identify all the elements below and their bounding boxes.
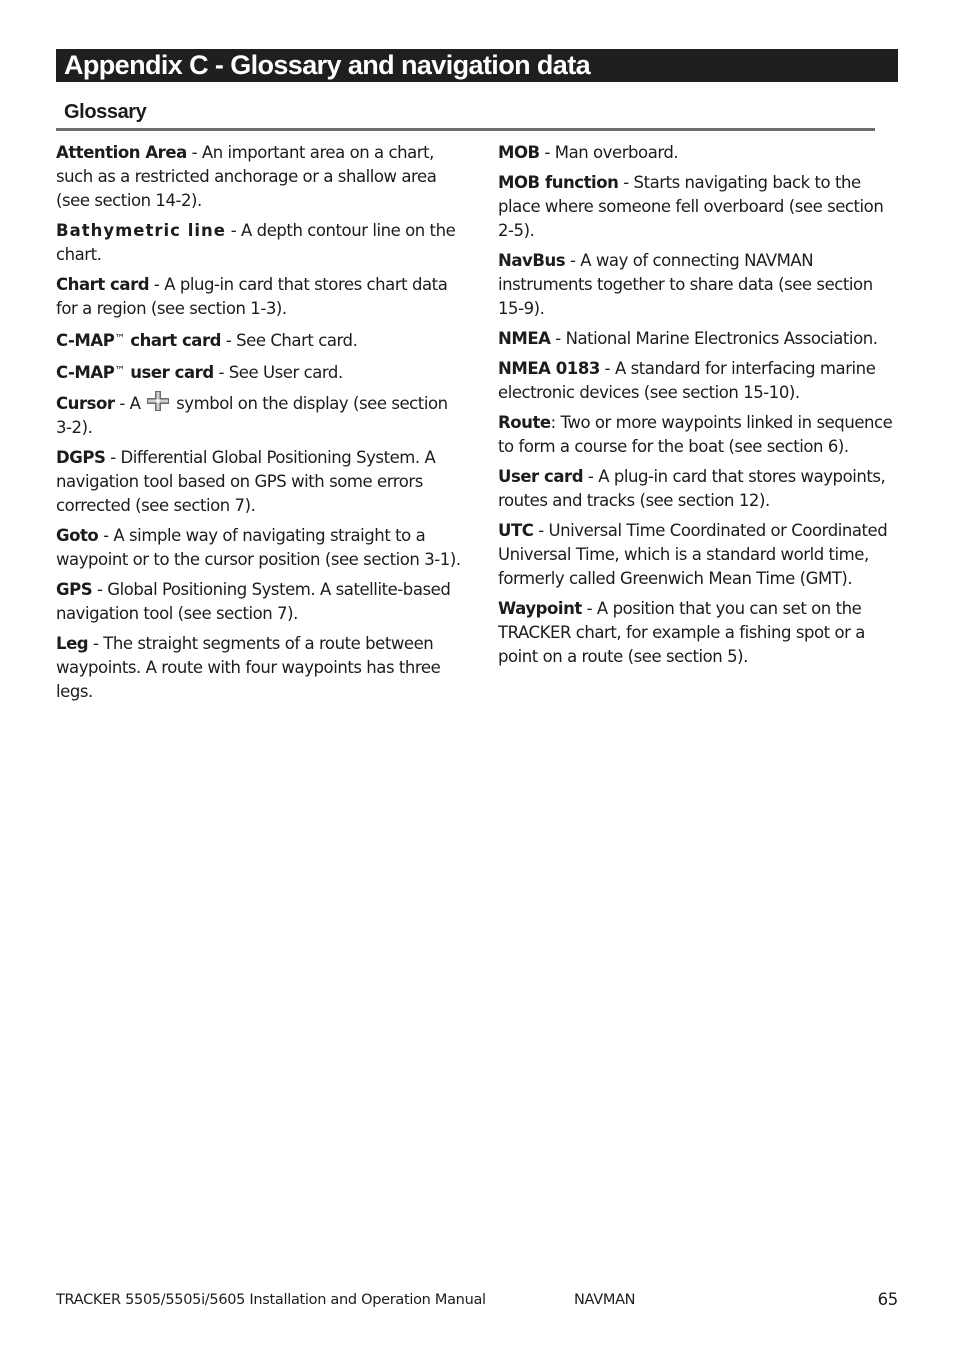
glossary-entry xyxy=(56,524,466,572)
glossary-term: UTC xyxy=(498,521,534,540)
glossary-definition: - A simple way of navigating straight to a waypoint or to the cursor position (see section 3-1). xyxy=(56,526,461,569)
glossary-term: Waypoint xyxy=(498,599,582,618)
glossary-definition: - Global Positioning System. A satellite-based navigation tool (see section 7). xyxy=(56,580,451,623)
glossary-entry xyxy=(56,446,466,518)
term-prefix: C-MAP xyxy=(56,363,115,382)
glossary-entry xyxy=(56,391,466,440)
cursor-crosshair-icon xyxy=(147,391,169,411)
glossary-definition-end: symbol on the display (see section 3-2). xyxy=(56,394,448,437)
glossary-term: MOB function xyxy=(498,173,619,192)
glossary-definition: : Two or more waypoints linked in sequence to form a course for the boat (see section 6). xyxy=(498,413,893,456)
glossary-definition: - Man overboard. xyxy=(539,143,679,162)
glossary-definition: - Universal Time Coordinated or Coordinated Universal Time, which is a standard world time, formerly called Greenwich Mean Time (GMT). xyxy=(498,521,888,588)
glossary-definition: - A standard for interfacing marine electronic devices (see section 15-10). xyxy=(498,359,876,402)
term-suffix: chart card xyxy=(124,331,222,350)
glossary-term: Chart card xyxy=(56,275,150,294)
glossary-term: Route xyxy=(498,413,551,432)
glossary-term: Attention Area xyxy=(56,143,187,162)
glossary-entry xyxy=(498,519,898,591)
glossary-definition: - An important area on a chart, such as a restricted anchorage or a shallow area (see section 14-2). xyxy=(56,143,437,210)
glossary-heading: Glossary xyxy=(64,101,147,123)
glossary-term: NMEA xyxy=(498,329,551,348)
glossary-definition: - A plug-in card that stores chart data for a region (see section 1-3). xyxy=(56,275,448,318)
glossary-entry xyxy=(498,327,898,351)
glossary-entry xyxy=(56,359,466,385)
glossary-definition: - Differential Global Positioning System. A navigation tool based on GPS with some errors corrected (see section 7). xyxy=(56,448,436,515)
glossary-definition: - A position that you can set on the TRACKER chart, for example a fishing spot or a point on a route (see section 5). xyxy=(498,599,865,666)
glossary-entry xyxy=(498,411,898,459)
heading-divider xyxy=(56,128,875,131)
glossary-entry xyxy=(498,465,898,513)
glossary-term xyxy=(56,331,221,350)
term-suffix: user card xyxy=(124,363,214,382)
glossary-entry xyxy=(498,171,898,243)
glossary-term: User card xyxy=(498,467,584,486)
glossary-term: Bathymetric line xyxy=(56,221,226,240)
term-prefix: C-MAP xyxy=(56,331,115,350)
glossary-definition: - Starts navigating back to the place where someone fell overboard (see section 2-5). xyxy=(498,173,884,240)
glossary-term: Cursor xyxy=(56,394,115,413)
glossary-definition: - A depth contour line on the chart. xyxy=(56,221,456,264)
glossary-entry xyxy=(56,273,466,321)
glossary-definition: - National Marine Electronics Association. xyxy=(550,329,878,348)
glossary-term: MOB xyxy=(498,143,540,162)
glossary-term: NavBus xyxy=(498,251,566,270)
glossary-entry xyxy=(56,219,466,267)
footer-manual-title: TRACKER 5505/5505i/5605 Installation and Operation Manual xyxy=(56,1292,486,1308)
glossary-entry xyxy=(498,597,898,669)
glossary-term: Leg xyxy=(56,634,89,653)
appendix-title-banner: Appendix C - Glossary and navigation data xyxy=(56,49,898,82)
glossary-entry xyxy=(498,141,898,165)
trademark-symbol: ™ xyxy=(114,332,125,345)
glossary-entry xyxy=(56,578,466,626)
glossary-entry xyxy=(498,249,898,321)
glossary-definition: - A plug-in card that stores waypoints, routes and tracks (see section 12). xyxy=(498,467,886,510)
glossary-entry xyxy=(498,357,898,405)
glossary-term: Goto xyxy=(56,526,99,545)
glossary-entry xyxy=(56,327,466,353)
glossary-term: GPS xyxy=(56,580,93,599)
glossary-entry xyxy=(56,632,466,704)
glossary-term xyxy=(56,363,214,382)
glossary-definition: - A way of connecting NAVMAN instruments together to share data (see section 15-9). xyxy=(498,251,873,318)
glossary-term: NMEA 0183 xyxy=(498,359,600,378)
glossary-definition: - See Chart card. xyxy=(221,331,358,350)
glossary-entry xyxy=(56,141,466,213)
glossary-term: DGPS xyxy=(56,448,106,467)
glossary-definition-start: - A xyxy=(114,394,146,413)
footer-brand: NAVMAN xyxy=(574,1292,636,1308)
trademark-symbol: ™ xyxy=(114,364,125,377)
glossary-column-left xyxy=(56,141,466,710)
glossary-definition: - The straight segments of a route between waypoints. A route with four waypoints has three legs. xyxy=(56,634,441,701)
glossary-column-right xyxy=(498,141,898,675)
glossary-definition: - See User card. xyxy=(213,363,343,382)
page-number: 65 xyxy=(877,1290,898,1309)
